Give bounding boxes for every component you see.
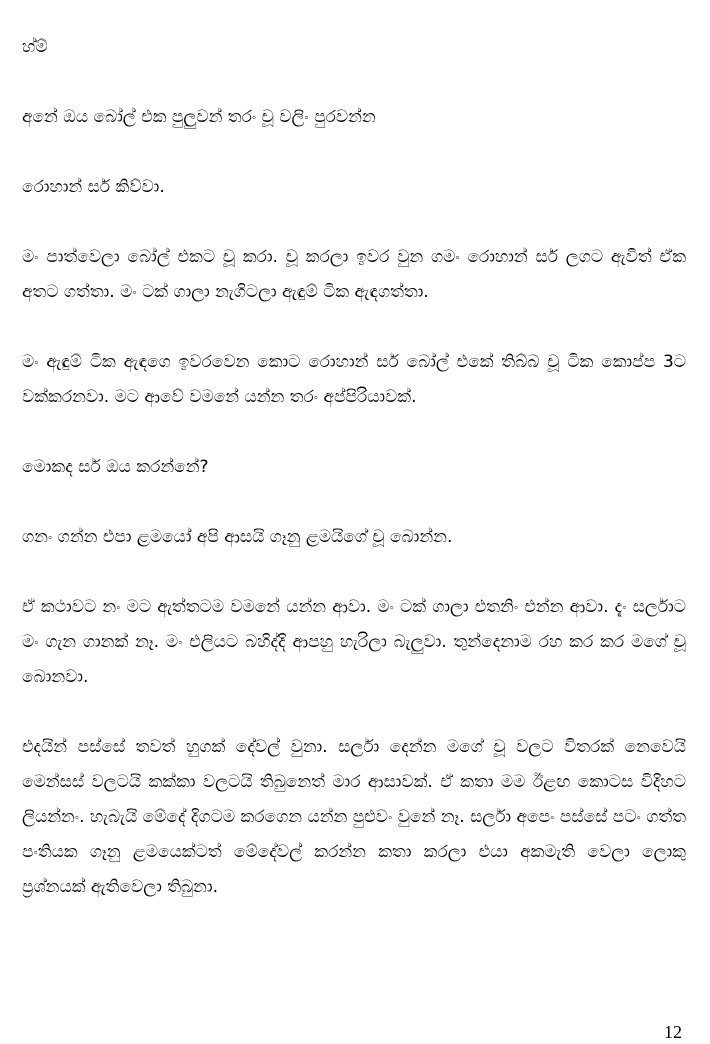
paragraph: මං පාත්වෙලා බෝල් එකට චූ කරා. චූ කරලා ඉවර වුන ගමං රොහාන් සර් ලගට ඇවිත් ඒක අතට ගත්තා. මං ටක් ගාලා නැගිටලා ඇඳුම් ටික ඇඳගත්තා. — [22, 247, 686, 302]
page-number: 12 — [664, 1022, 682, 1042]
paragraph: මං ඇඳුම් ටික ඇඳගෙ ඉවරවෙන කොට රොහාන් සර් බෝල් එකේ තිබ්බ චූ ටික කොප්ප 3ට වක්කරනවා. මට ආවේ වමනේ යන්න තරං අප්පිරියාවක්. — [22, 352, 686, 407]
paragraph: රොහාන් සර් කිව්වා. — [22, 177, 165, 197]
body-text — [22, 30, 686, 940]
paragraph: අනේ ඔය බෝල් එක පුලුවන් තරං චූ වලිං පුරවන්න — [22, 107, 376, 127]
paragraph: මොකද සර් ඔය කරන්නේ? — [22, 457, 209, 477]
paragraph: ඒ කථාවට නං මට ඇත්තටම වමනේ යන්න ආවා. මං ටක් ගාලා එතනිං එන්න ආවා. දැං සර්ලාට මං ගැන ගානක් නෑ. මං එලියට බහිද්දි ආපහු හැරිලා බැලුවා. තුන්දෙනාම රහ කර කර මගේ චූ බොනවා. — [22, 597, 686, 687]
paragraph: එදයින් පස්සේ තවත් හුගක් දේවල් වුනා. සර්ලා දෙන්න මගේ චූ වලට විතරක් නෙවෙයි මෙන්සස් වලටයි කක්කා වලටයි තිබුනෙත් මාර ආසාවක්. ඒ කතා මම ඊළඟ කොටස විදිහට ලියන්නං. හැබැයි මේදේ දිගටම කරගෙන යන්න පුළුවං වුනේ නෑ. සර්ලා අපෙං පස්සේ පටං ගත්ත පංතියක ගෑනු ළමයෙක්ටත් මේදේවල් කරන්න කතා කරලා එයා අකමැති වෙලා ලොකු ප්‍රශ්නයක් ඇතිවෙලා තිබුනා. — [22, 737, 686, 897]
paragraph: හ්ම් — [22, 37, 48, 57]
paragraph: ගනං ගන්න එපා ළමයෝ අපි ආසයි ගෑනු ළමයිගේ චූ බොන්න. — [22, 527, 453, 547]
